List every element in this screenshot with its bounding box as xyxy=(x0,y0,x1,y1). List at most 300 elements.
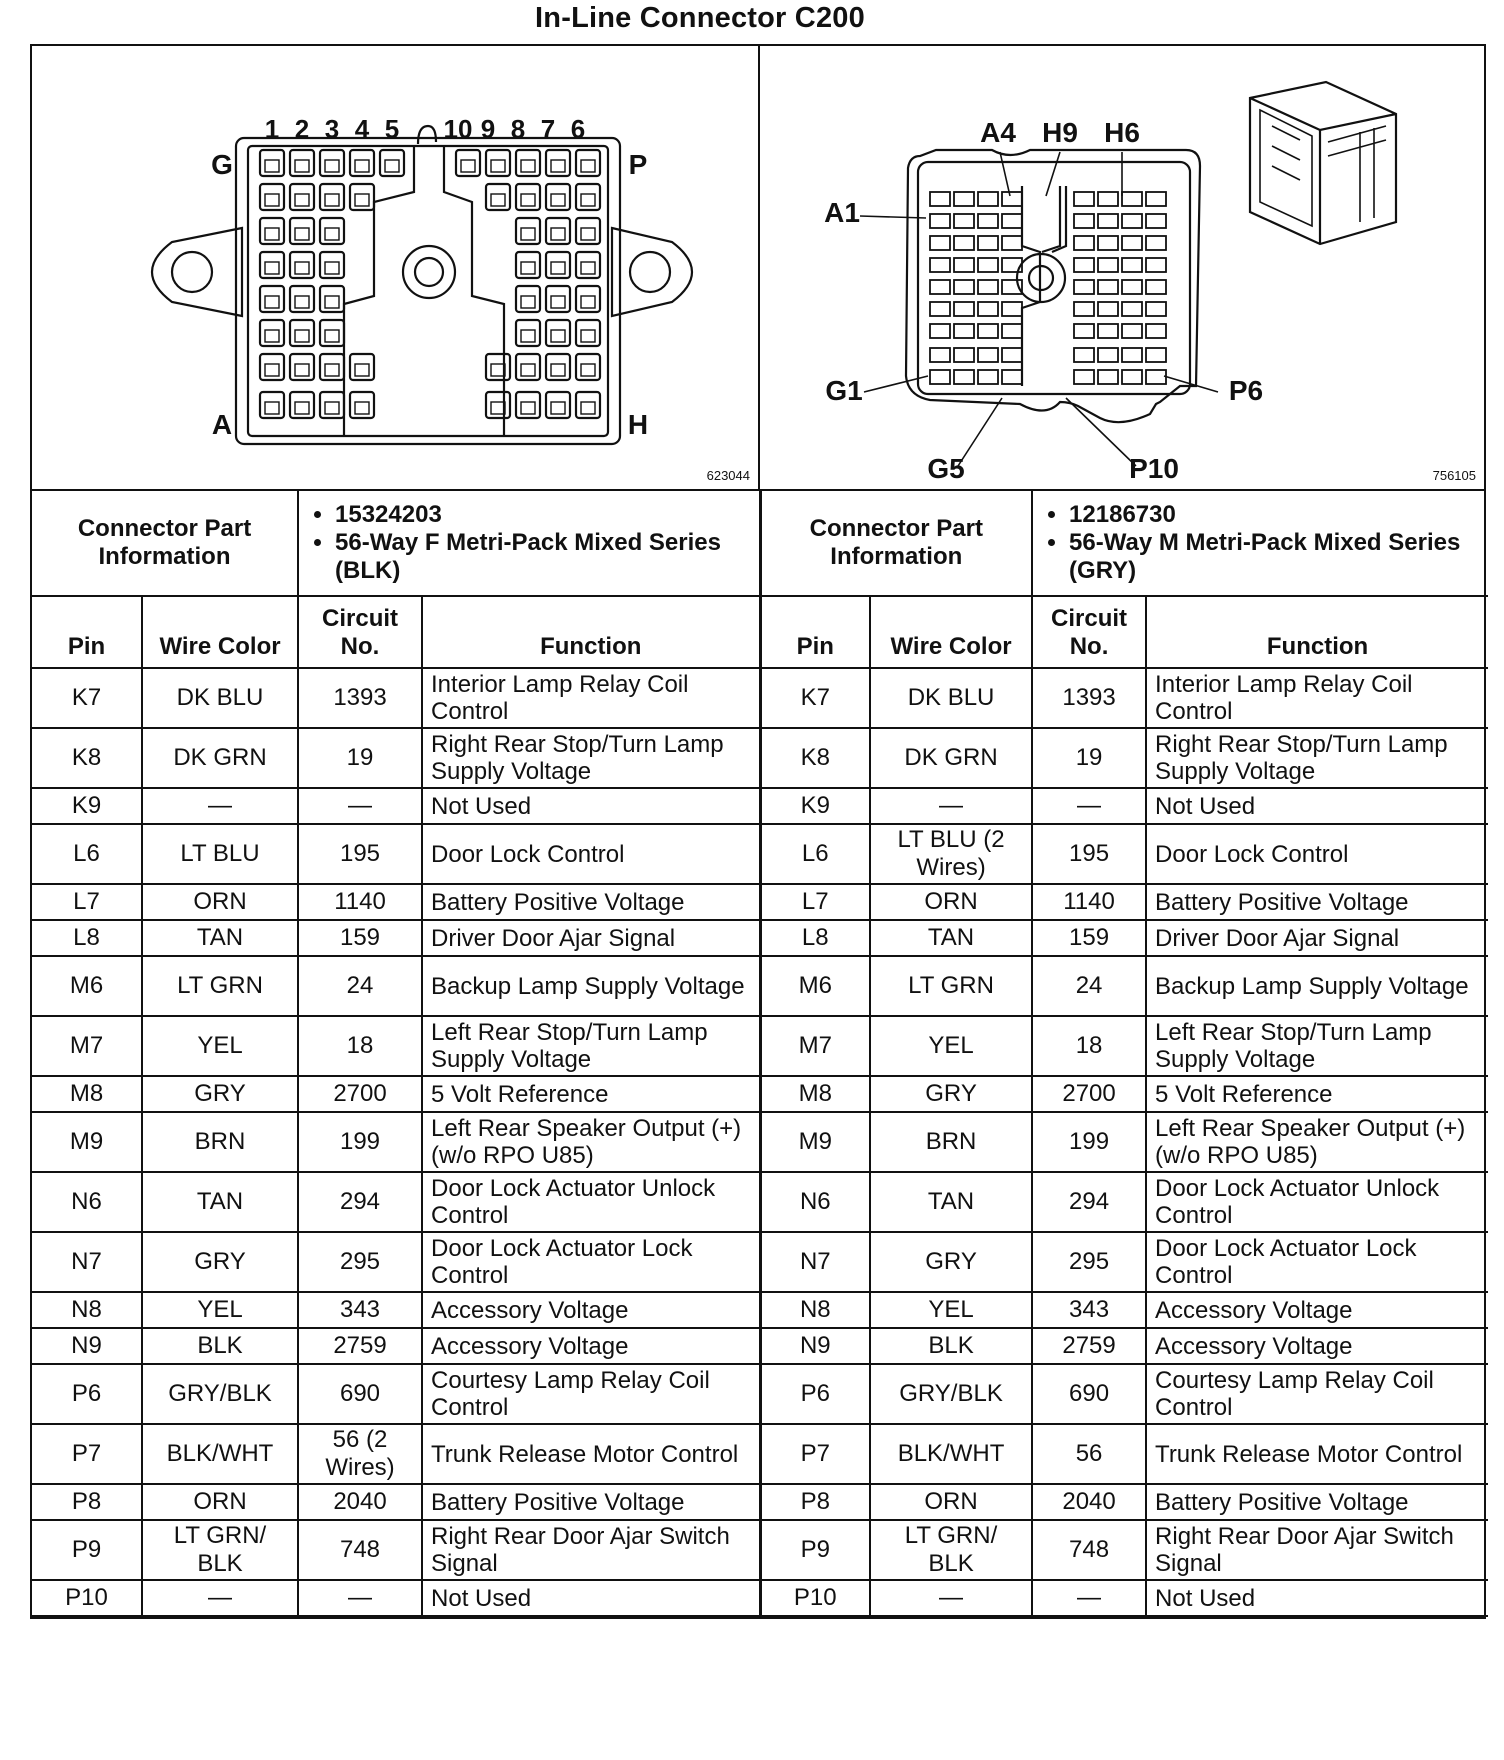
circuit-number-cell: 2759 xyxy=(298,1328,422,1364)
table-row xyxy=(32,1016,1488,1076)
terminal-pin xyxy=(1122,370,1142,384)
wire-color-cell: — xyxy=(142,1580,298,1616)
table-row xyxy=(32,956,1488,1016)
pin-number-label: 4 xyxy=(354,114,370,144)
wire-color-cell: DK GRN xyxy=(142,728,298,788)
cavity-terminal xyxy=(581,402,595,414)
cavity-terminal xyxy=(521,262,535,274)
cavity-terminal xyxy=(325,194,339,206)
pin-cell: M6 xyxy=(32,956,142,1016)
cavity-terminal xyxy=(265,194,279,206)
terminal-pin xyxy=(978,302,998,316)
terminal-pin xyxy=(1098,192,1118,206)
function-cell: Door Lock Control xyxy=(1146,824,1488,884)
cavity-terminal xyxy=(581,160,595,172)
circuit-number-cell: 199 xyxy=(298,1112,422,1172)
center-bolt-inner xyxy=(415,258,443,286)
table-row xyxy=(32,1112,1488,1172)
wire-color-cell: LT BLU (2 Wires) xyxy=(870,824,1032,884)
cavity-terminal xyxy=(265,402,279,414)
circuit-number-cell: 159 xyxy=(298,920,422,956)
terminal-pin xyxy=(930,302,950,316)
circuit-number-cell: 2700 xyxy=(298,1076,422,1112)
male-connector-panel xyxy=(758,46,1484,489)
connector-description: • 56-Way F Metri-Pack Mixed Series (BLK) xyxy=(335,529,751,585)
circuit-number-cell: 19 xyxy=(298,728,422,788)
wire-color-cell: DK BLU xyxy=(142,668,298,728)
pin-number-label: 6 xyxy=(570,114,586,144)
wire-color-cell: YEL xyxy=(142,1292,298,1328)
pin-cell: K8 xyxy=(32,728,142,788)
pin-cell: N8 xyxy=(760,1292,870,1328)
function-cell: Accessory Voltage xyxy=(422,1328,760,1364)
wire-color-cell: BLK xyxy=(142,1328,298,1364)
leader-lines xyxy=(860,152,1218,466)
table-row xyxy=(32,1580,1488,1616)
pin-cell: L6 xyxy=(32,824,142,884)
terminal-pin xyxy=(1122,236,1142,250)
circuit-number-cell: 1393 xyxy=(298,668,422,728)
terminal-pin xyxy=(954,236,974,250)
function-cell: 5 Volt Reference xyxy=(422,1076,760,1112)
terminal-pin xyxy=(1122,348,1142,362)
pin-label-g5: G5 xyxy=(927,453,965,484)
terminal-pin xyxy=(1098,214,1118,228)
table-row xyxy=(32,1172,1488,1232)
cavity-terminal xyxy=(385,160,399,172)
pin-number-label: 5 xyxy=(384,114,400,144)
part-number: • 15324203 xyxy=(335,501,751,529)
pin-cell: P6 xyxy=(760,1364,870,1424)
pin-cell: N7 xyxy=(760,1232,870,1292)
cavity-terminal xyxy=(581,364,595,376)
row-label-g: G xyxy=(211,149,233,180)
cavity-terminal xyxy=(295,364,309,376)
connector-info-row xyxy=(32,491,1488,596)
wire-color-cell: TAN xyxy=(142,1172,298,1232)
wire-color-cell: TAN xyxy=(870,920,1032,956)
cavity-terminal xyxy=(461,160,475,172)
circuit-number-cell: 24 xyxy=(1032,956,1146,1016)
terminal-pin xyxy=(1098,370,1118,384)
circuit-number-cell: 2040 xyxy=(298,1484,422,1520)
terminal-pin xyxy=(1002,324,1022,338)
pin-cell: P9 xyxy=(760,1520,870,1580)
connector-part-info xyxy=(1032,491,1488,596)
connector-part-info xyxy=(298,491,760,596)
cavity-terminal xyxy=(551,160,565,172)
part-number: • 12186730 xyxy=(1069,501,1480,529)
circuit-number-cell: — xyxy=(298,788,422,824)
wire-color-cell: ORN xyxy=(870,884,1032,920)
wire-color-cell: LT GRN xyxy=(142,956,298,1016)
function-cell: Interior Lamp Relay Coil Control xyxy=(422,668,760,728)
pin-cell: M9 xyxy=(32,1112,142,1172)
cavity-terminal xyxy=(581,296,595,308)
circuit-number-cell: 18 xyxy=(298,1016,422,1076)
cavity-terminal xyxy=(551,194,565,206)
pin-cell: K7 xyxy=(760,668,870,728)
cavity-terminal xyxy=(521,364,535,376)
header-function: Function xyxy=(422,596,760,668)
terminal-pin xyxy=(1002,236,1022,250)
terminal-pin xyxy=(930,192,950,206)
circuit-number-cell: 199 xyxy=(1032,1112,1146,1172)
terminal-pin xyxy=(1002,370,1022,384)
terminal-pin xyxy=(1122,214,1142,228)
function-cell: Trunk Release Motor Control xyxy=(1146,1424,1488,1484)
cavity-terminal xyxy=(551,364,565,376)
terminal-pin xyxy=(978,236,998,250)
wire-color-cell: TAN xyxy=(142,920,298,956)
circuit-number-cell: 24 xyxy=(298,956,422,1016)
pin-cell: P9 xyxy=(32,1520,142,1580)
terminal-pin xyxy=(954,214,974,228)
terminal-pin xyxy=(954,258,974,272)
pin-cell: P7 xyxy=(760,1424,870,1484)
pin-cell: N7 xyxy=(32,1232,142,1292)
pin-cell: K7 xyxy=(32,668,142,728)
header-pin: Pin xyxy=(32,596,142,668)
cavity-terminal xyxy=(325,364,339,376)
pinout-table xyxy=(32,491,1488,1617)
wire-color-cell: GRY/BLK xyxy=(870,1364,1032,1424)
pin-cell: L7 xyxy=(760,884,870,920)
connector-part-info-label: Connector Part Information xyxy=(32,491,298,596)
circuit-number-cell: 2040 xyxy=(1032,1484,1146,1520)
terminal-pin xyxy=(1002,192,1022,206)
terminal-pin xyxy=(954,280,974,294)
circuit-number-cell: 690 xyxy=(298,1364,422,1424)
terminal-pin xyxy=(1074,258,1094,272)
pin-label-p10: P10 xyxy=(1129,453,1179,484)
function-cell: Door Lock Actuator Unlock Control xyxy=(1146,1172,1488,1232)
circuit-number-cell: 294 xyxy=(298,1172,422,1232)
figure-number: 623044 xyxy=(706,468,750,483)
terminal-pin xyxy=(1146,192,1166,206)
pin-cell: M8 xyxy=(760,1076,870,1112)
terminal-pin xyxy=(1074,192,1094,206)
mounting-ear-right xyxy=(612,228,692,316)
circuit-number-cell: 690 xyxy=(1032,1364,1146,1424)
table-row xyxy=(32,1364,1488,1424)
pin-label-a4: A4 xyxy=(980,117,1016,148)
female-connector-panel xyxy=(32,46,758,489)
cavity-terminal xyxy=(265,330,279,342)
circuit-number-cell: 195 xyxy=(1032,824,1146,884)
cavity-terminal xyxy=(521,228,535,240)
header-wire-color: Wire Color xyxy=(142,596,298,668)
function-cell: Left Rear Speaker Output (+) (w/o RPO U85) xyxy=(1146,1112,1488,1172)
pin-cell: M8 xyxy=(32,1076,142,1112)
pin-number-label: 10 xyxy=(443,114,473,144)
cavity-terminal xyxy=(325,160,339,172)
terminal-pin xyxy=(1122,258,1142,272)
row-label-a: A xyxy=(211,409,233,440)
table-row xyxy=(32,920,1488,956)
cavity-terminal xyxy=(551,262,565,274)
header-pin: Pin xyxy=(760,596,870,668)
wire-color-cell: YEL xyxy=(870,1292,1032,1328)
wire-color-cell: BLK/WHT xyxy=(142,1424,298,1484)
function-cell: Right Rear Stop/Turn Lamp Supply Voltage xyxy=(422,728,760,788)
pin-cell: K8 xyxy=(760,728,870,788)
table-row xyxy=(32,1484,1488,1520)
pin-label-h6: H6 xyxy=(1104,117,1140,148)
pin-cell: L7 xyxy=(32,884,142,920)
cavity-terminal xyxy=(295,402,309,414)
cavity-terminal xyxy=(265,262,279,274)
table-row xyxy=(32,1520,1488,1580)
connector-description: • 56-Way M Metri-Pack Mixed Series (GRY) xyxy=(1069,529,1480,585)
terminal-pin xyxy=(930,280,950,294)
pin-label-h9: H9 xyxy=(1042,117,1078,148)
male-connector-face-diagram xyxy=(760,46,1486,487)
function-cell: 5 Volt Reference xyxy=(1146,1076,1488,1112)
table-row xyxy=(32,1328,1488,1364)
terminal-pin xyxy=(1146,348,1166,362)
cavity-terminal xyxy=(581,228,595,240)
function-cell: Battery Positive Voltage xyxy=(422,1484,760,1520)
header-function: Function xyxy=(1146,596,1488,668)
circuit-number-cell: 295 xyxy=(298,1232,422,1292)
cavity-terminal xyxy=(491,194,505,206)
wire-color-cell: — xyxy=(870,1580,1032,1616)
circuit-number-cell: 195 xyxy=(298,824,422,884)
circuit-number-cell: 748 xyxy=(298,1520,422,1580)
circuit-number-cell: 1140 xyxy=(1032,884,1146,920)
cavity-terminal xyxy=(295,262,309,274)
circuit-number-cell: 748 xyxy=(1032,1520,1146,1580)
wire-color-cell: ORN xyxy=(142,1484,298,1520)
cavity-terminal xyxy=(551,402,565,414)
function-cell: Left Rear Stop/Turn Lamp Supply Voltage xyxy=(1146,1016,1488,1076)
function-cell: Courtesy Lamp Relay Coil Control xyxy=(422,1364,760,1424)
function-cell: Right Rear Stop/Turn Lamp Supply Voltage xyxy=(1146,728,1488,788)
cavity-terminal xyxy=(265,228,279,240)
cavity-terminal xyxy=(325,296,339,308)
circuit-number-cell: 1393 xyxy=(1032,668,1146,728)
cavity-terminal xyxy=(521,194,535,206)
table-row xyxy=(32,1232,1488,1292)
table-row xyxy=(32,824,1488,884)
pin-number-label: 1 xyxy=(264,114,280,144)
terminal-pin xyxy=(1098,324,1118,338)
circuit-number-cell: 56 (2 Wires) xyxy=(298,1424,422,1484)
table-row xyxy=(32,728,1488,788)
cavity-terminal xyxy=(581,330,595,342)
function-cell: Driver Door Ajar Signal xyxy=(422,920,760,956)
wire-color-cell: GRY xyxy=(870,1076,1032,1112)
wire-color-cell: ORN xyxy=(142,884,298,920)
cavity-terminal xyxy=(265,364,279,376)
terminal-pin xyxy=(1122,192,1142,206)
cavity-terminal xyxy=(265,160,279,172)
header-wire-color: Wire Color xyxy=(870,596,1032,668)
pin-number-label: 9 xyxy=(480,114,496,144)
terminal-pin xyxy=(1098,302,1118,316)
function-cell: Courtesy Lamp Relay Coil Control xyxy=(1146,1364,1488,1424)
pin-number-label: 7 xyxy=(540,114,556,144)
pin-cell: P7 xyxy=(32,1424,142,1484)
pin-cell: N8 xyxy=(32,1292,142,1328)
pin-number-label: 8 xyxy=(510,114,526,144)
wire-color-cell: ORN xyxy=(870,1484,1032,1520)
terminal-pin xyxy=(930,236,950,250)
pin-cell: M7 xyxy=(32,1016,142,1076)
terminal-pin xyxy=(1146,236,1166,250)
cavity-terminal xyxy=(325,228,339,240)
pin-cell: M7 xyxy=(760,1016,870,1076)
function-cell: Door Lock Actuator Unlock Control xyxy=(422,1172,760,1232)
center-web xyxy=(1022,186,1066,386)
function-cell: Left Rear Speaker Output (+) (w/o RPO U85) xyxy=(422,1112,760,1172)
terminal-pin xyxy=(1074,324,1094,338)
terminal-pin xyxy=(978,280,998,294)
table-row xyxy=(32,1292,1488,1328)
row-label-h: H xyxy=(627,409,649,440)
terminal-pin xyxy=(1074,370,1094,384)
terminal-pin xyxy=(1122,302,1142,316)
pin-label-p6: P6 xyxy=(1228,375,1264,406)
pin-cell: L8 xyxy=(760,920,870,956)
cavity-terminal xyxy=(491,160,505,172)
pin-number-label: 2 xyxy=(294,114,310,144)
cavity-terminal xyxy=(355,364,369,376)
function-cell: Not Used xyxy=(1146,788,1488,824)
circuit-number-cell: — xyxy=(298,1580,422,1616)
function-cell: Battery Positive Voltage xyxy=(1146,884,1488,920)
cavity-terminal xyxy=(295,228,309,240)
function-cell: Door Lock Control xyxy=(422,824,760,884)
pin-cell: K9 xyxy=(760,788,870,824)
terminal-pin xyxy=(1002,302,1022,316)
terminal-pin xyxy=(1074,214,1094,228)
terminal-pin xyxy=(1074,236,1094,250)
cavity-terminal xyxy=(551,330,565,342)
pin-cell: M6 xyxy=(760,956,870,1016)
terminal-pin xyxy=(954,348,974,362)
function-cell: Right Rear Door Ajar Switch Signal xyxy=(422,1520,760,1580)
table-row xyxy=(32,884,1488,920)
connector-3d-detail xyxy=(1260,110,1386,226)
figure-number: 756105 xyxy=(1432,468,1476,483)
function-cell: Accessory Voltage xyxy=(1146,1292,1488,1328)
wire-color-cell: GRY xyxy=(870,1232,1032,1292)
cavity-terminal xyxy=(355,402,369,414)
row-label-p: P xyxy=(628,149,648,180)
cavity-terminal xyxy=(581,194,595,206)
mount-hole-right xyxy=(630,252,670,292)
terminal-pin xyxy=(978,258,998,272)
wire-color-cell: BRN xyxy=(142,1112,298,1172)
cavity-terminal xyxy=(521,402,535,414)
wire-color-cell: YEL xyxy=(870,1016,1032,1076)
column-header-row xyxy=(32,596,1488,668)
function-cell: Not Used xyxy=(422,1580,760,1616)
wire-color-cell: DK GRN xyxy=(870,728,1032,788)
wire-color-cell: BLK/WHT xyxy=(870,1424,1032,1484)
table-row xyxy=(32,1076,1488,1112)
function-cell: Door Lock Actuator Lock Control xyxy=(422,1232,760,1292)
cavity-terminal xyxy=(295,296,309,308)
terminal-pin xyxy=(1098,258,1118,272)
wire-color-cell: GRY xyxy=(142,1076,298,1112)
terminal-pin xyxy=(1146,370,1166,384)
circuit-number-cell: 295 xyxy=(1032,1232,1146,1292)
terminal-pin xyxy=(1098,280,1118,294)
terminal-pin xyxy=(978,370,998,384)
wire-color-cell: GRY xyxy=(142,1232,298,1292)
terminal-pin xyxy=(1146,324,1166,338)
terminal-pin xyxy=(930,214,950,228)
function-cell: Accessory Voltage xyxy=(422,1292,760,1328)
terminal-pin xyxy=(978,192,998,206)
function-cell: Not Used xyxy=(422,788,760,824)
wire-color-cell: — xyxy=(870,788,1032,824)
terminal-pin xyxy=(978,324,998,338)
cavity-terminal xyxy=(521,296,535,308)
wire-color-cell: GRY/BLK xyxy=(142,1364,298,1424)
cavity-terminal xyxy=(521,160,535,172)
pin-cell: P10 xyxy=(760,1580,870,1616)
wire-color-cell: YEL xyxy=(142,1016,298,1076)
terminal-pin xyxy=(1122,280,1142,294)
cavity-terminal xyxy=(355,194,369,206)
terminal-pin xyxy=(1098,348,1118,362)
cavity-terminal xyxy=(265,296,279,308)
terminal-pin xyxy=(1074,302,1094,316)
function-cell: Interior Lamp Relay Coil Control xyxy=(1146,668,1488,728)
mounting-ear-left xyxy=(152,228,242,316)
pin-cell: N6 xyxy=(760,1172,870,1232)
center-bolt-outer xyxy=(403,246,455,298)
function-cell: Backup Lamp Supply Voltage xyxy=(422,956,760,1016)
function-cell: Left Rear Stop/Turn Lamp Supply Voltage xyxy=(422,1016,760,1076)
connector-part-info-label: Connector Part Information xyxy=(760,491,1032,596)
table-row xyxy=(32,1424,1488,1484)
connector-sheet xyxy=(30,44,1486,1619)
terminal-pin xyxy=(954,192,974,206)
terminal-pin xyxy=(1098,236,1118,250)
cavity-terminal xyxy=(295,194,309,206)
circuit-number-cell: 2759 xyxy=(1032,1328,1146,1364)
terminal-pin xyxy=(930,324,950,338)
wire-color-cell: LT GRN/ BLK xyxy=(142,1520,298,1580)
function-cell: Right Rear Door Ajar Switch Signal xyxy=(1146,1520,1488,1580)
function-cell: Battery Positive Voltage xyxy=(1146,1484,1488,1520)
terminal-pin xyxy=(1146,302,1166,316)
pin-cell: N6 xyxy=(32,1172,142,1232)
circuit-number-cell: 159 xyxy=(1032,920,1146,956)
terminal-pin xyxy=(1146,214,1166,228)
terminal-pin xyxy=(1146,258,1166,272)
terminal-pin xyxy=(1146,280,1166,294)
cavity-terminal xyxy=(521,330,535,342)
terminal-pin xyxy=(954,302,974,316)
wire-color-cell: LT GRN xyxy=(870,956,1032,1016)
pin-cell: L6 xyxy=(760,824,870,884)
terminal-pin xyxy=(954,370,974,384)
wire-color-cell: — xyxy=(142,788,298,824)
function-cell: Backup Lamp Supply Voltage xyxy=(1146,956,1488,1016)
pin-cell: P8 xyxy=(760,1484,870,1520)
wire-color-cell: TAN xyxy=(870,1172,1032,1232)
wire-color-cell: BRN xyxy=(870,1112,1032,1172)
pin-cell: P10 xyxy=(32,1580,142,1616)
terminal-pin xyxy=(930,370,950,384)
cavity-terminal xyxy=(295,160,309,172)
